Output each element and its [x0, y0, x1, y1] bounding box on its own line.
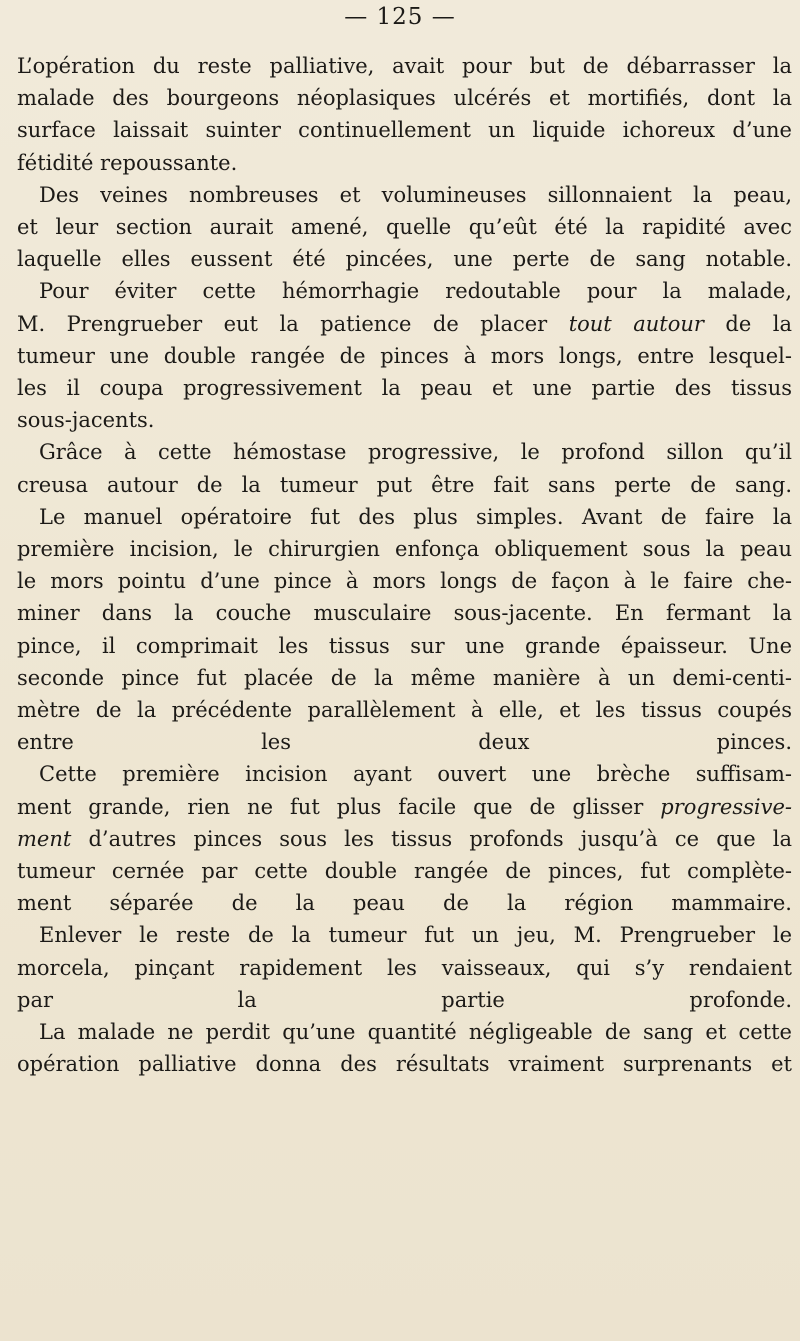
text-line: Enlever le reste de la tumeur fut un jeu, M. Prengrueber le [39, 923, 792, 948]
paragraph-3 [17, 275, 792, 436]
text-line [17, 791, 792, 823]
paragraph-1 [17, 50, 792, 179]
text-line [17, 823, 792, 855]
italic-text: tout autour [568, 311, 704, 336]
body-text [17, 50, 792, 1081]
text-line: fétidité repoussante. [17, 150, 238, 175]
text-line: malade des bourgeons néoplasiques ulcérés et mortifiés, dont la [17, 86, 792, 111]
text-line: miner dans la couche musculaire sous-jacente. En fermant la [17, 601, 792, 626]
text-line: ment séparée de la peau de la région mammaire. [17, 891, 792, 916]
text-line [17, 308, 792, 340]
text-span: ment grande, rien ne fut plus facile que de glisser [17, 794, 661, 819]
text-line: opération palliative donna des résultats vraiment surprenants et [17, 1052, 792, 1077]
text-line: pince, il comprimait les tissus sur une grande épaisseur. Une [17, 633, 792, 658]
text-line: creusa autour de la tumeur put être fait sans perte de sang. [17, 472, 792, 497]
text-line: sous-jacents. [17, 408, 155, 433]
text-span: M. Prengrueber eut la patience de placer [17, 311, 569, 336]
text-line: tumeur une double rangée de pinces à mors longs, entre lesquel- [17, 343, 792, 368]
text-line: le mors pointu d’une pince à mors longs de façon à le faire che- [17, 569, 792, 594]
text-line: laquelle elles eussent été pincées, une perte de sang notable. [17, 247, 792, 272]
paragraph-7 [17, 919, 792, 1016]
text-line: morcela, pinçant rapidement les vaisseaux, qui s’y rendaient [17, 955, 792, 980]
text-line: Grâce à cette hémostase progressive, le profond sillon qu’il [39, 440, 792, 465]
page-number: — 125 — [344, 4, 456, 30]
text-line: mètre de la précédente parallèlement à elle, et les tissus coupés [17, 698, 792, 723]
text-line: L’opération du reste palliative, avait pour but de débarrasser la [17, 54, 792, 78]
text-line: première incision, le chirurgien enfonça obliquement sous la peau [17, 537, 792, 562]
text-line: Des veines nombreuses et volumineuses sillonnaient la peau, [39, 182, 792, 207]
text-line: La malade ne perdit qu’une quantité négligeable de sang et cette [39, 1020, 792, 1045]
text-line: les il coupa progressivement la peau et une partie des tissus [17, 376, 792, 401]
paragraph-5 [17, 501, 792, 759]
paragraph-2 [17, 179, 792, 276]
text-line: Cette première incision ayant ouvert une brèche suffisam- [39, 762, 792, 787]
text-line: surface laissait suinter continuellement un liquide ichoreux d’une [17, 118, 792, 143]
text-line: seconde pince fut placée de la même manière à un demi-centi- [17, 665, 792, 690]
text-line: et leur section aurait amené, quelle qu’eût été la rapidité avec [17, 215, 792, 240]
text-line: Pour éviter cette hémorrhagie redoutable pour la malade, [39, 279, 792, 304]
text-span: d’autres pinces sous les tissus profonds jusqu’à ce que la [71, 826, 792, 851]
text-line: tumeur cernée par cette double rangée de pinces, fut complète- [17, 859, 792, 884]
italic-text: progressive- [660, 794, 792, 819]
text-span: de la [703, 311, 792, 336]
paragraph-8 [17, 1016, 792, 1080]
text-line: entre les deux pinces. [17, 730, 792, 755]
italic-text: ment [17, 826, 72, 851]
text-line: Le manuel opératoire fut des plus simples. Avant de faire la [39, 504, 792, 529]
paragraph-4 [17, 436, 792, 500]
text-line: par la partie profonde. [17, 987, 792, 1012]
paragraph-6 [17, 758, 792, 919]
